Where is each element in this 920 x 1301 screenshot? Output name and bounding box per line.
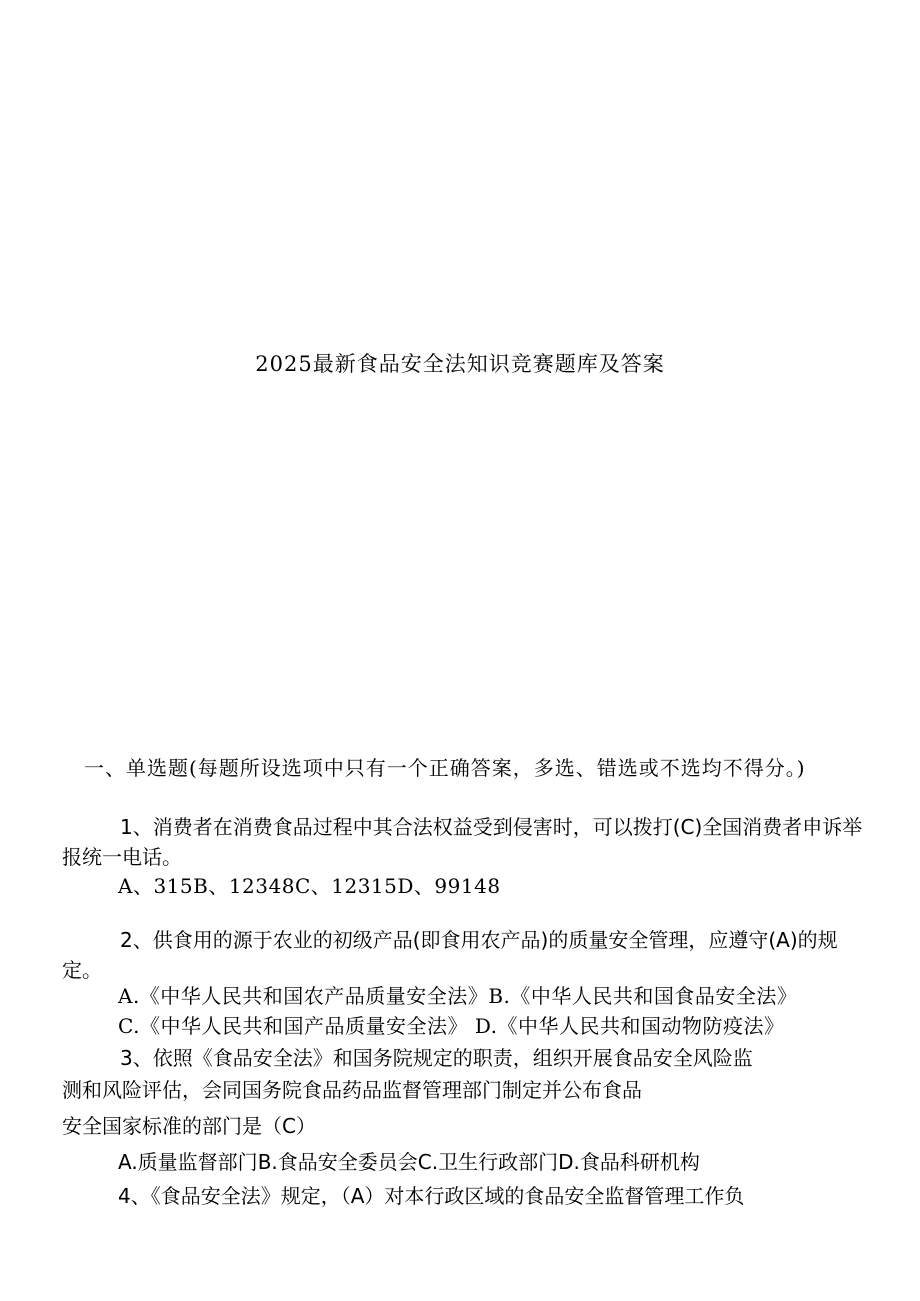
option-c: C.卫生行政部门 xyxy=(417,1150,559,1174)
option-c: C、12315 xyxy=(294,874,398,898)
question-3-line-2: 测和风险评估，会同国务院食品药品监督管理部门制定并公布食品 xyxy=(62,1078,642,1102)
option-d: D.食品科研机构 xyxy=(558,1150,700,1174)
question-2-text: 2、供食用的源于农业的初级产品(即食用农产品)的质量安全管理，应遵守(A)的规定。 xyxy=(62,928,838,982)
question-2 xyxy=(62,925,872,985)
question-1-options xyxy=(118,870,501,899)
section-heading-text: 一、单选题(每题所设选项中只有一个正确答案，多选、错选或不选均不得分。) xyxy=(84,756,806,780)
question-2-options-row2 xyxy=(118,1010,785,1039)
option-a: A.《中华人民共和国农产品质量安全法》 xyxy=(118,984,489,1008)
question-2-options-row1 xyxy=(118,980,797,1009)
document-title: 2025最新食品安全法知识竞赛题库及答案 xyxy=(255,352,665,376)
question-1 xyxy=(62,812,872,872)
option-b: B.食品安全委员会 xyxy=(257,1150,418,1174)
question-3-options xyxy=(118,1146,700,1175)
option-a: A、315 xyxy=(118,874,194,898)
option-b: B.《中华人民共和国食品安全法》 xyxy=(488,984,798,1008)
option-b: B、12348 xyxy=(193,874,295,898)
section-heading xyxy=(62,754,862,782)
option-c: C.《中华人民共和国产品质量安全法》 xyxy=(118,1014,468,1038)
question-4-line-1: 4、《食品安全法》规定，（A）对本行政区域的食品安全监督管理工作负 xyxy=(118,1184,745,1208)
question-3-line-3: 安全国家标准的部门是（C） xyxy=(62,1114,316,1138)
option-a: A.质量监督部门 xyxy=(118,1150,258,1174)
question-1-text: 1、消费者在消费食品过程中其合法权益受到侵害时，可以拨打(C)全国消费者申诉举报统一电话。 xyxy=(62,815,863,869)
option-d: D.《中华人民共和国动物防疫法》 xyxy=(474,1014,785,1038)
option-d: D、99148 xyxy=(397,874,501,898)
question-3-line-1: 3、依照《食品安全法》和国务院规定的职责，组织开展食品安全风险监 xyxy=(120,1046,753,1070)
